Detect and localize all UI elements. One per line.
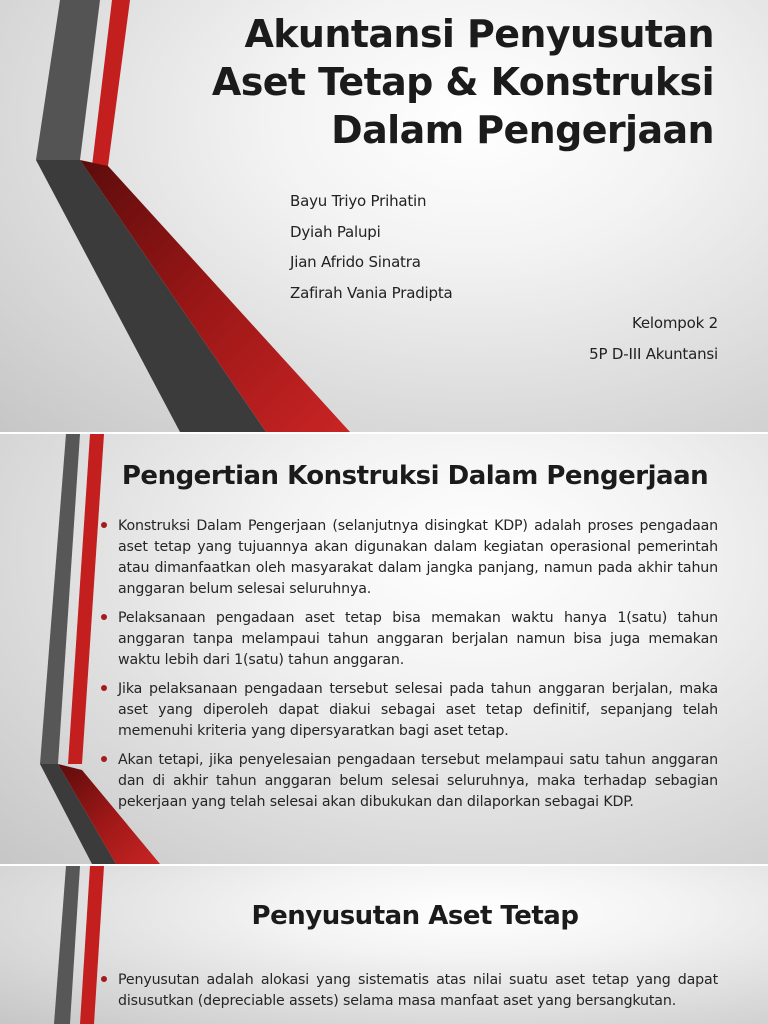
bullet-item	[100, 516, 718, 600]
author-name: Zafirah Vania Pradipta	[290, 283, 453, 302]
author-name: Bayu Triyo Prihatin	[290, 192, 427, 210]
bullet-dot-icon	[101, 685, 107, 691]
bullet-text: Pelaksanaan pengadaan aset tetap bisa memakan waktu hanya 1(satu) tahun anggaran tanpa melampaui tahun anggaran berjalan namun bisa juga memakan waktu lebih dari 1(satu) tahun anggaran.	[118, 610, 718, 668]
bullet-text: Penyusutan adalah alokasi yang sistematis atas nilai suatu aset tetap yang dapat disusutkan (depreciable assets) selama masa manfaat aset yang bersangkutan.	[118, 972, 718, 1009]
bullet-dot-icon	[101, 756, 107, 762]
author-name: Dyiah Palupi	[290, 222, 381, 241]
bullet-item	[100, 970, 718, 1012]
presentation-title: Akuntansi Penyusutan Aset Tetap & Konstruksi Dalam Pengerjaan	[211, 12, 714, 152]
bullet-item	[100, 750, 718, 813]
slide-depreciation	[0, 866, 768, 1024]
bullet-item	[100, 679, 718, 742]
slide-title: Penyusutan Aset Tetap	[251, 901, 579, 931]
author-name: Jian Afrido Sinatra	[290, 253, 421, 271]
bullet-text: Konstruksi Dalam Pengerjaan (selanjutnya disingkat KDP) adalah proses pengadaan aset tetap yang tujuannya akan digunakan dalam kegiatan operasional pemerintah atau dimanfaatkan oleh masyarakat dalam jangka panjang, namun pada akhir tahun anggaran belum selesai seluruhnya.	[118, 518, 718, 597]
slide-kdp-definition	[0, 434, 768, 864]
bullet-text: Jika pelaksanaan pengadaan tersebut selesai pada tahun anggaran berjalan, maka aset yang diperoleh dapat diakui sebagai aset tetap definitif, sepanjang telah memenuhi kriteria yang dipersyaratkan bagi aset tetap.	[118, 681, 718, 739]
bullet-dot-icon	[101, 522, 107, 528]
slide-title	[0, 0, 768, 432]
group-info	[589, 308, 718, 369]
group-label: Kelompok 2	[632, 314, 718, 332]
author-list	[290, 186, 453, 308]
bullet-item	[100, 608, 718, 671]
bullet-text: Akan tetapi, jika penyelesaian pengadaan tersebut melampaui satu tahun anggaran dan di akhir tahun anggaran belum selesai seluruhnya, maka terhadap sebagian pekerjaan yang telah selesai akan dibukukan dan dilaporkan sebagai KDP.	[118, 752, 718, 810]
bullet-list	[100, 516, 718, 821]
bullet-list	[100, 970, 718, 1020]
bullet-dot-icon	[101, 614, 107, 620]
bullet-dot-icon	[101, 976, 107, 982]
program-label: 5P D-III Akuntansi	[589, 344, 718, 363]
slide-title: Pengertian Konstruksi Dalam Pengerjaan	[121, 461, 709, 491]
